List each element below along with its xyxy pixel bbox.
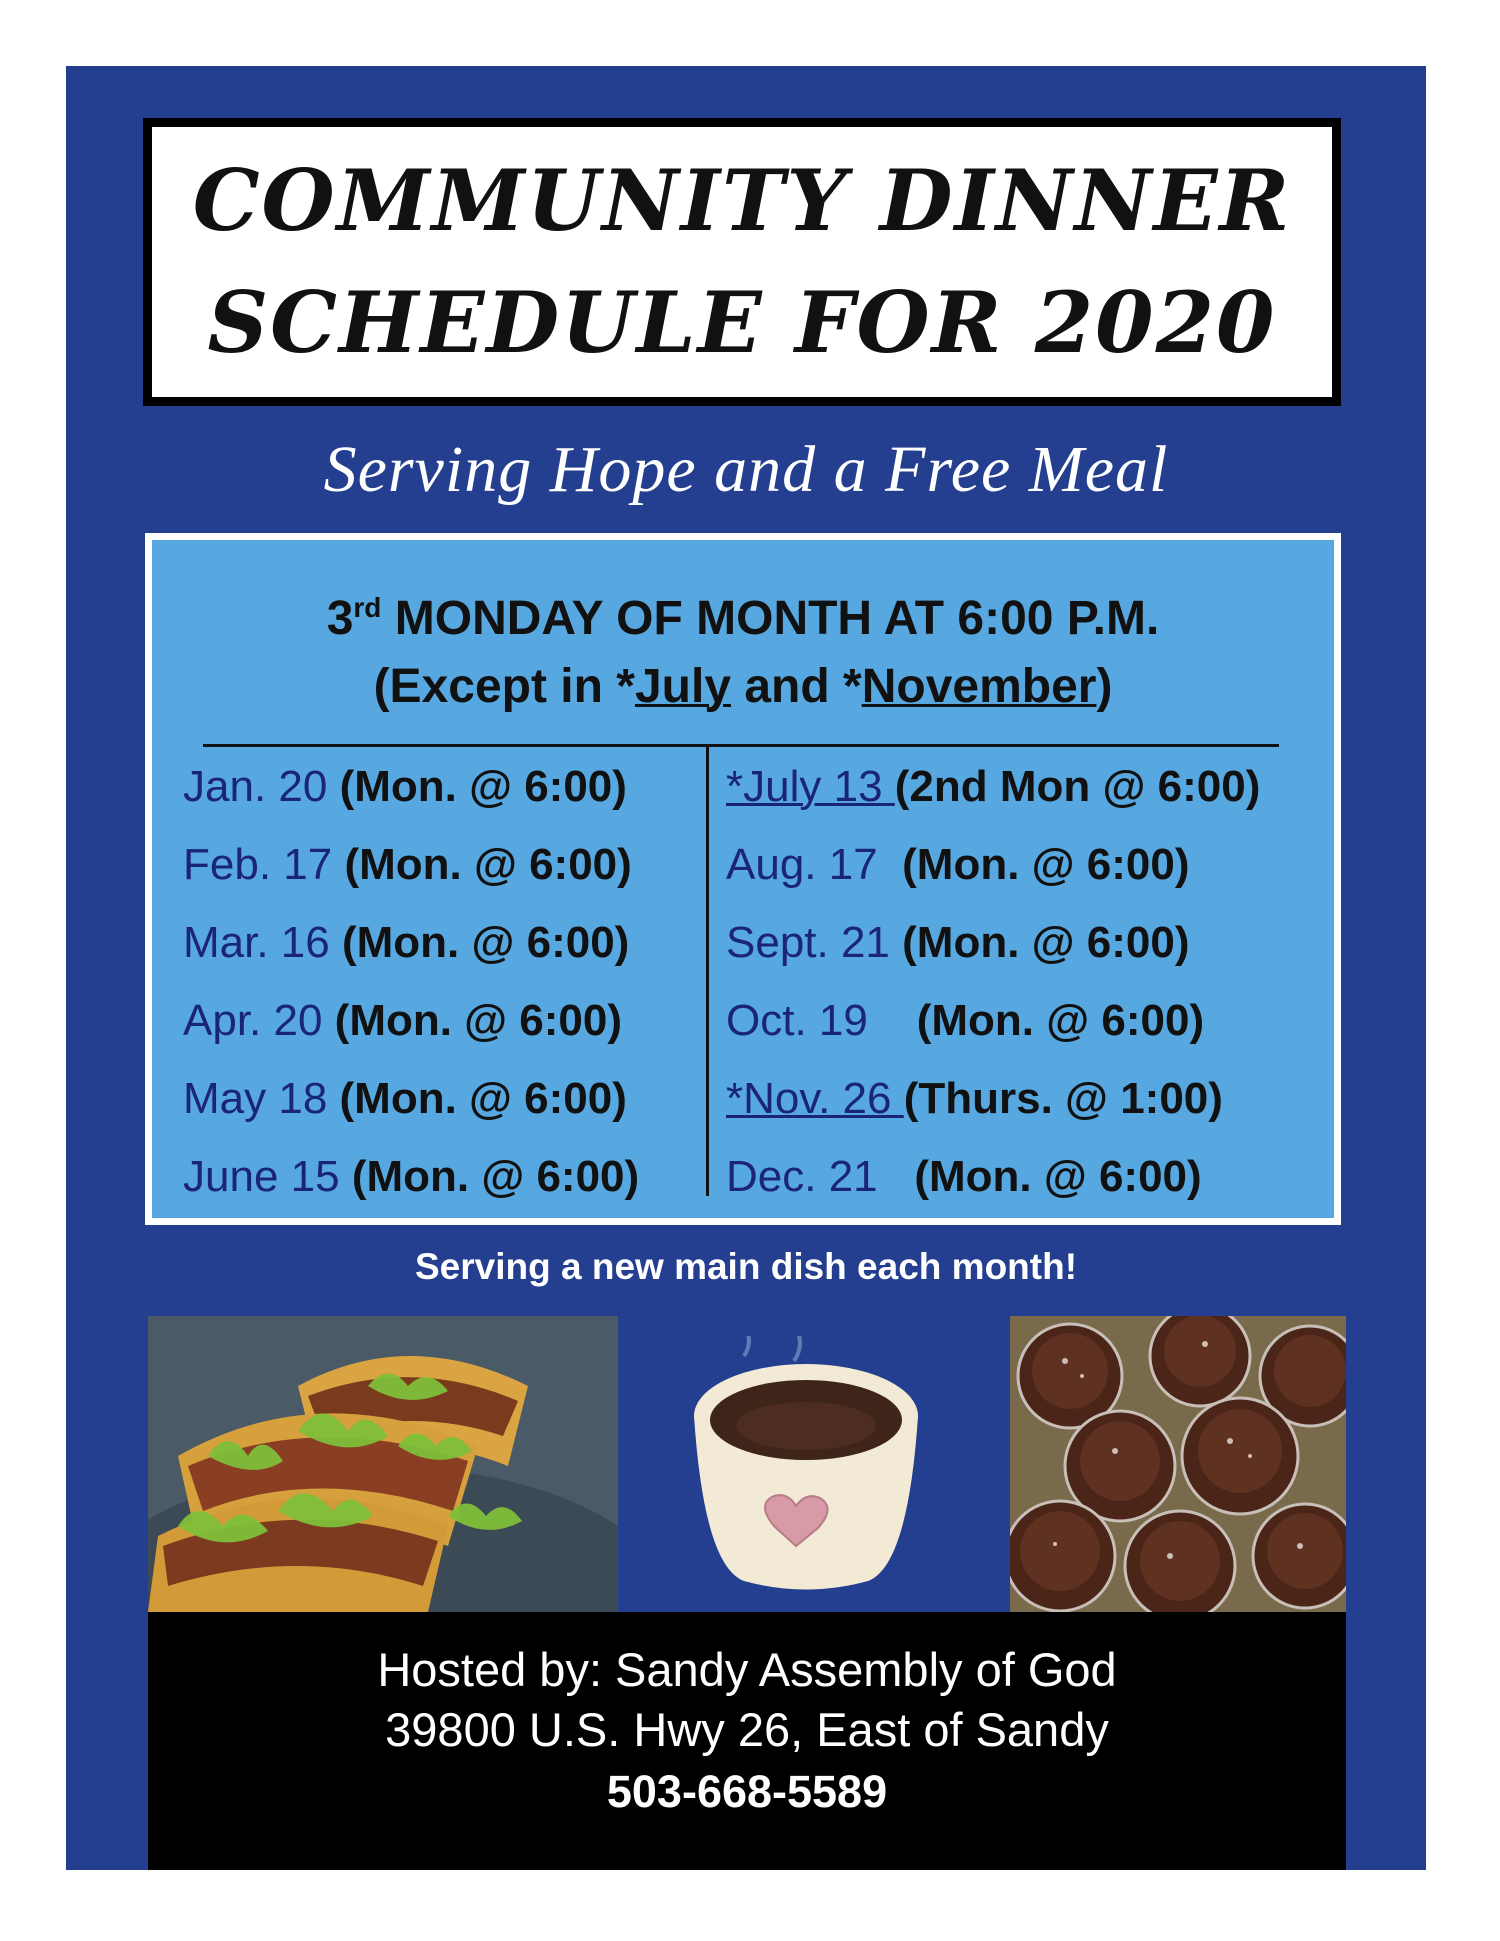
schedule-time: (Mon. @ 6:00) xyxy=(341,918,630,967)
schedule-date: *Nov. 26 xyxy=(726,1074,892,1123)
heading-suffix: rd xyxy=(353,592,382,623)
schedule-date: Feb. 17 xyxy=(183,840,333,889)
tacos-image xyxy=(148,1316,618,1612)
except-month-november: November xyxy=(861,660,1097,713)
title-line-2: SCHEDULE FOR 2020 xyxy=(207,273,1277,372)
muffins-image xyxy=(1010,1316,1346,1612)
title-inner xyxy=(152,127,1332,397)
heading-day: 3 xyxy=(326,592,354,645)
schedule-column-left xyxy=(183,748,639,1216)
heading-rest: MONDAY OF MONTH AT 6:00 P.M. xyxy=(381,592,1160,645)
schedule-date: Mar. 16 xyxy=(183,918,330,967)
schedule-time: (Mon. @ 6:00) xyxy=(902,918,1190,967)
schedule-row xyxy=(183,982,639,1060)
address-line: 39800 U.S. Hwy 26, East of Sandy xyxy=(385,1703,1109,1756)
except-and: and * xyxy=(731,660,862,713)
schedule-heading-line1 xyxy=(152,574,1334,653)
schedule-time: (Mon. @ 6:00) xyxy=(339,1074,627,1123)
muffins-illustration xyxy=(1010,1316,1346,1612)
schedule-row xyxy=(726,904,1260,982)
phone-number: 503-668-5589 xyxy=(606,1766,888,1817)
schedule-date: June 15 xyxy=(183,1152,340,1201)
coffee-cup-icon xyxy=(674,1336,938,1596)
schedule-row-special xyxy=(726,748,1260,826)
schedule-time: (Mon. @ 6:00) xyxy=(351,1152,640,1201)
schedule-date: Aug. 17 xyxy=(726,840,878,889)
subtitle: Serving Hope and a Free Meal xyxy=(323,433,1169,506)
footer xyxy=(148,1612,1346,1870)
schedule-date: May 18 xyxy=(183,1074,328,1123)
schedule-inner xyxy=(152,540,1334,1218)
schedule-date: Apr. 20 xyxy=(183,996,323,1045)
divider-horizontal xyxy=(203,744,1279,747)
schedule-time: (Thurs. @ 1:00) xyxy=(903,1074,1223,1123)
flyer xyxy=(66,66,1426,1870)
host-line: Hosted by: Sandy Assembly of God xyxy=(377,1643,1117,1696)
schedule-time: (Mon. @ 6:00) xyxy=(914,1152,1202,1201)
title-line-1: COMMUNITY DINNER xyxy=(192,151,1292,250)
except-month-july: July xyxy=(634,660,732,713)
title-box xyxy=(143,118,1341,406)
schedule-heading-line2 xyxy=(152,653,1334,721)
schedule-date: *July 13 xyxy=(726,762,883,811)
schedule-column-right xyxy=(726,748,1260,1216)
schedule-row xyxy=(183,826,639,904)
schedule-row xyxy=(183,1138,639,1216)
except-suffix: ) xyxy=(1096,660,1113,713)
schedule-time: (Mon. @ 6:00) xyxy=(916,996,1205,1045)
tagline: Serving a new main dish each month! xyxy=(414,1246,1078,1287)
schedule-time: (Mon. @ 6:00) xyxy=(339,762,627,811)
schedule-time: (Mon. @ 6:00) xyxy=(334,996,623,1045)
schedule-heading xyxy=(152,574,1334,721)
schedule-row-special xyxy=(726,1060,1260,1138)
schedule-row xyxy=(726,982,1260,1060)
schedule-panel xyxy=(145,533,1341,1225)
schedule-date: Dec. 21 xyxy=(726,1152,878,1201)
schedule-time: (2nd Mon @ 6:00) xyxy=(894,762,1261,811)
schedule-row xyxy=(183,1060,639,1138)
divider-vertical xyxy=(706,744,709,1196)
schedule-row xyxy=(183,904,639,982)
schedule-date: Oct. 19 xyxy=(726,996,868,1045)
tacos-illustration xyxy=(148,1316,618,1612)
schedule-row xyxy=(726,1138,1260,1216)
schedule-time: (Mon. @ 6:00) xyxy=(344,840,632,889)
schedule-row xyxy=(726,826,1260,904)
schedule-date: Jan. 20 xyxy=(183,762,328,811)
schedule-time: (Mon. @ 6:00) xyxy=(902,840,1190,889)
schedule-date: Sept. 21 xyxy=(726,918,890,967)
except-prefix: (Except in * xyxy=(373,660,635,713)
schedule-row xyxy=(183,748,639,826)
